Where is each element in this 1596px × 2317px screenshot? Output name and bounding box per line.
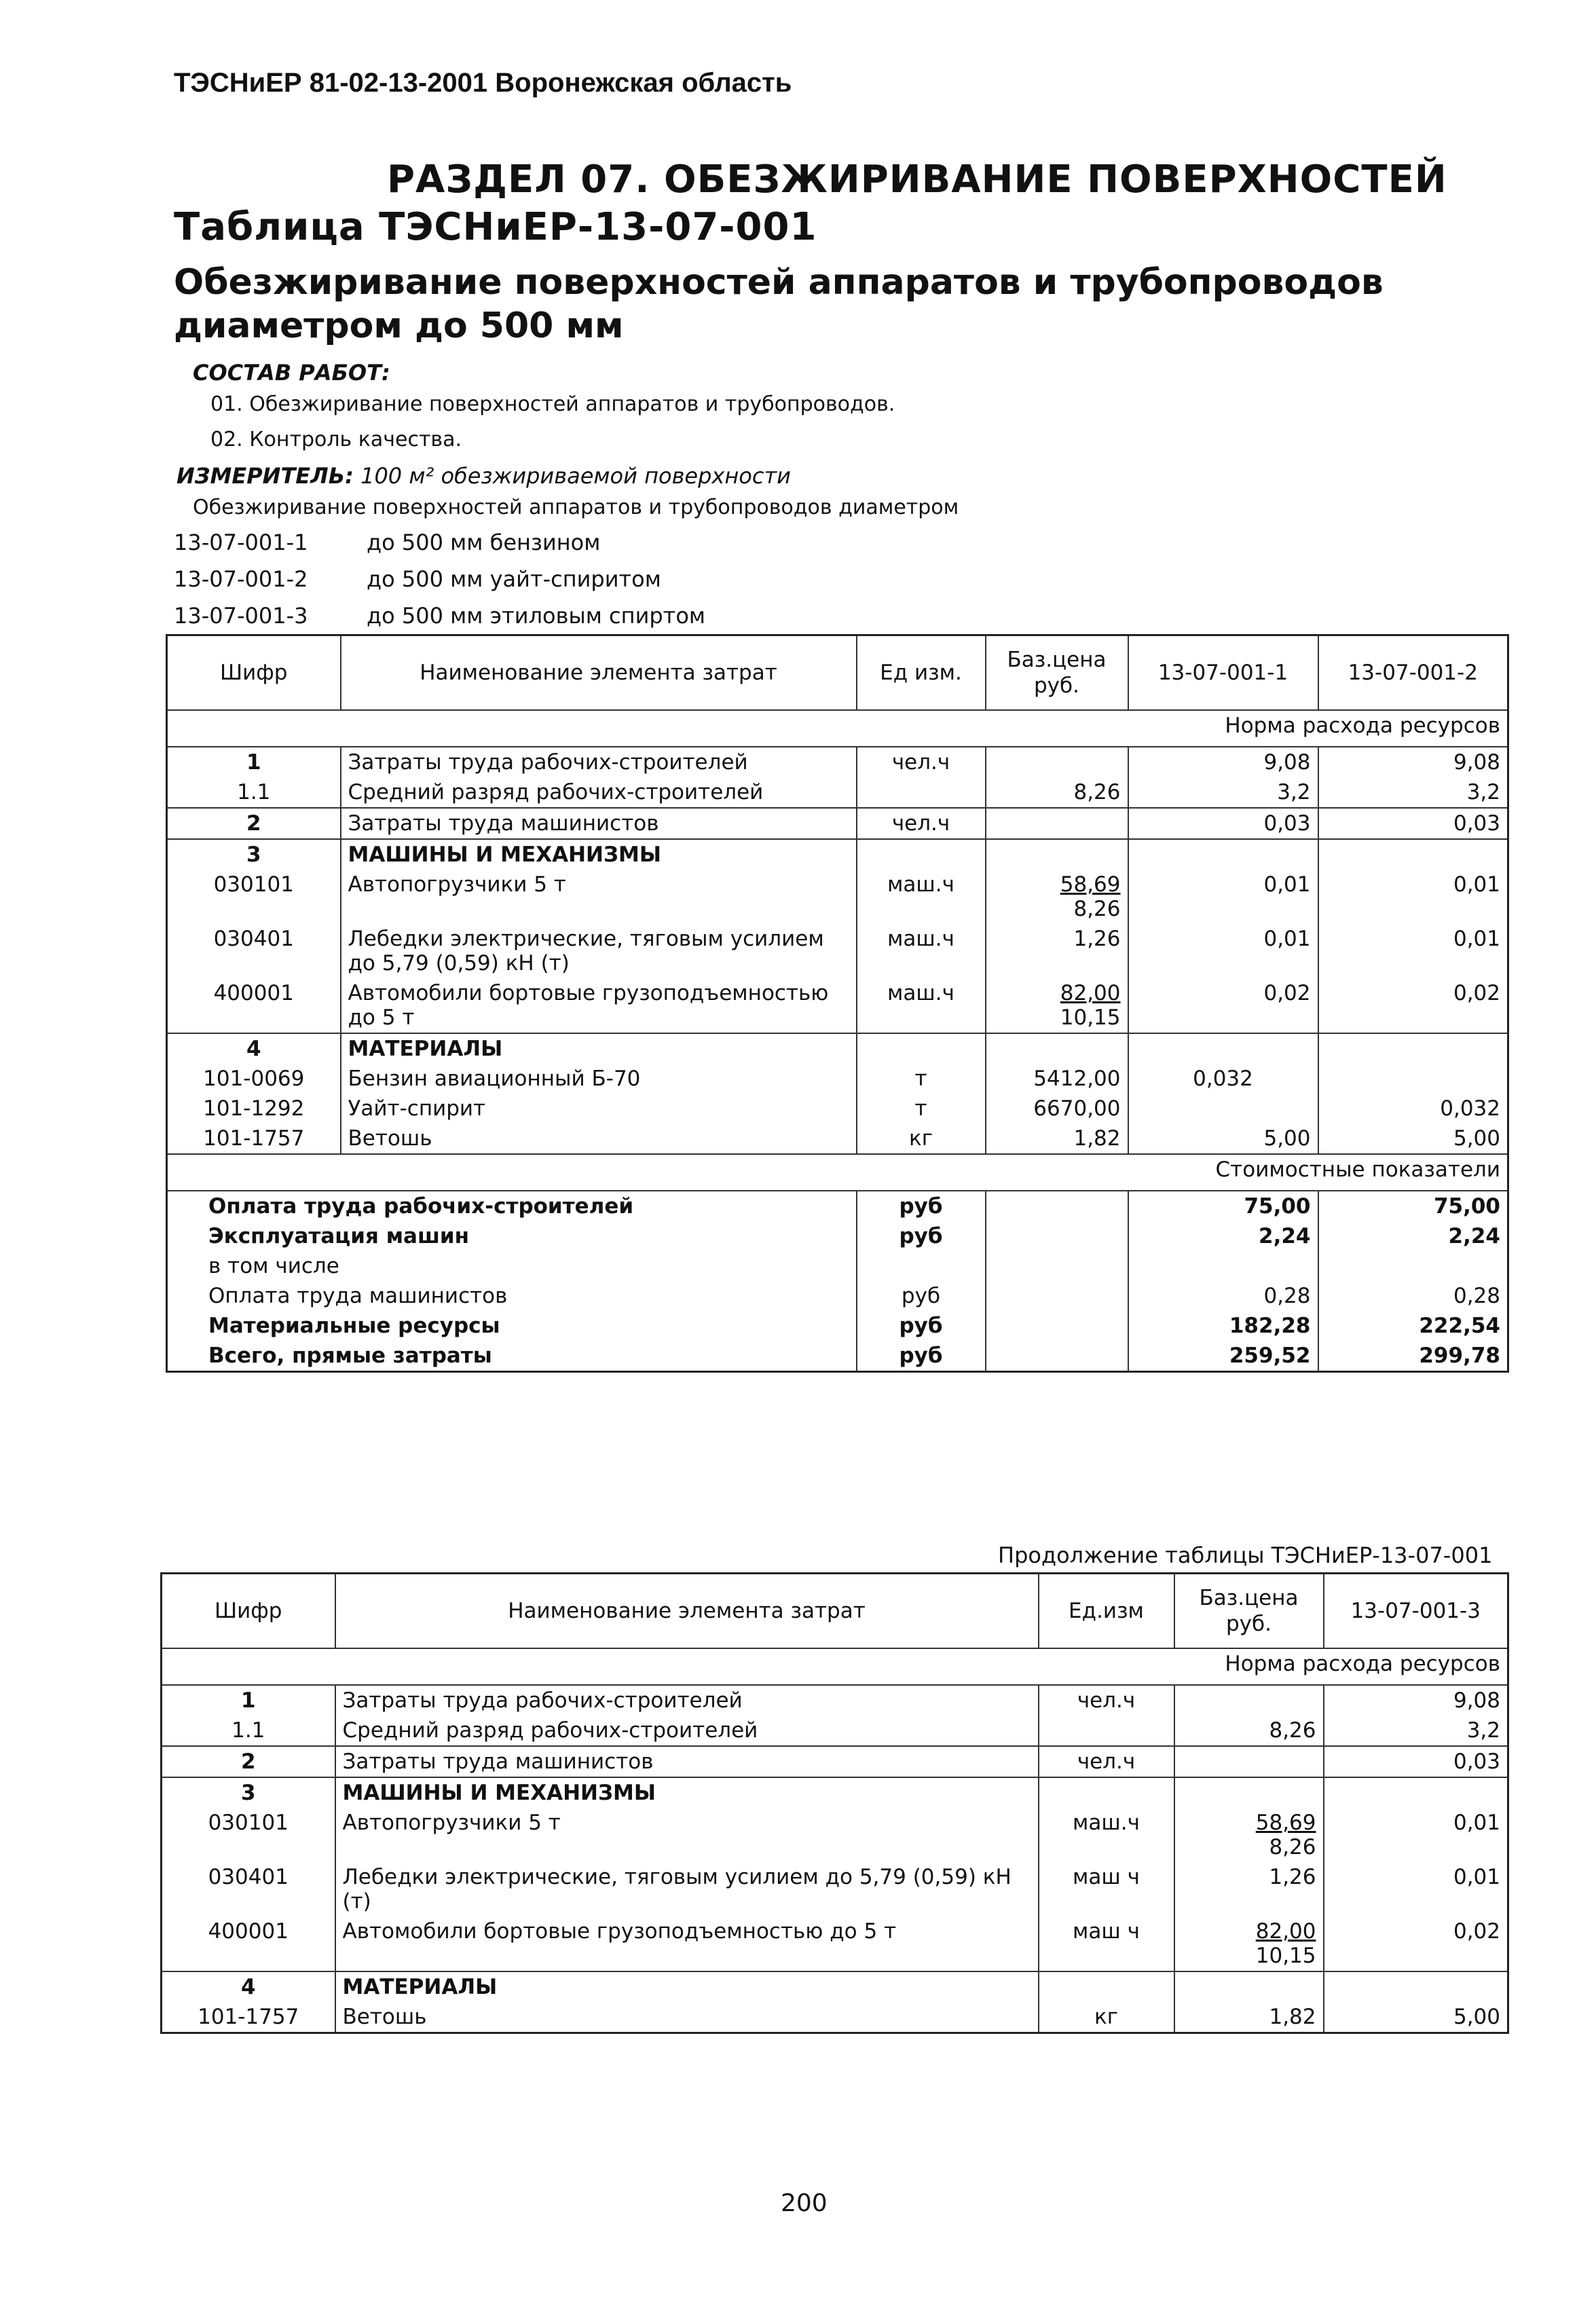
cost-value-2: 2,24 — [1318, 1221, 1508, 1251]
row-price-secondary: 8,26 — [1073, 897, 1121, 921]
cost-value-1: 75,00 — [1128, 1191, 1318, 1221]
cost-row — [167, 1311, 1508, 1341]
row-name: Затраты труда машинистов — [335, 1746, 1039, 1777]
row-code: 101-1757 — [198, 2005, 299, 2029]
row-code: 1.1 — [231, 1718, 265, 1743]
row-value-2: 0,032 — [1318, 1094, 1508, 1124]
cost-name: Оплата труда рабочих-строителей — [208, 1194, 634, 1219]
row-unit: чел.ч — [1039, 1685, 1174, 1716]
variant-text: до 500 мм уайт-спиритом — [367, 566, 661, 592]
row-unit — [857, 1033, 986, 1064]
norm-caption: Норма расхода ресурсов — [162, 1648, 1508, 1685]
row-value-3: 0,01 — [1324, 1862, 1508, 1916]
row-unit: т — [857, 1094, 986, 1124]
cost-row — [167, 1281, 1508, 1311]
row-code: 3 — [167, 839, 341, 870]
row-unit: кг — [857, 1124, 986, 1154]
cost-empty — [986, 1311, 1128, 1341]
row-unit: чел.ч — [857, 808, 986, 839]
row-price — [1174, 1971, 1324, 2002]
row-code: 030401 — [208, 1865, 289, 1889]
row-price: 1,82 — [986, 1124, 1128, 1154]
header-name: Наименование элемента затрат — [335, 1574, 1039, 1649]
cost-value-2: 222,54 — [1318, 1311, 1508, 1341]
table-row — [167, 870, 1508, 924]
row-value-3: 0,03 — [1324, 1746, 1508, 1777]
table-row — [167, 1124, 1508, 1154]
row-value-3: 3,2 — [1324, 1716, 1508, 1746]
row-unit: маш.ч — [857, 924, 986, 978]
row-unit — [1039, 1971, 1174, 2002]
cost-value-2: 0,28 — [1318, 1281, 1508, 1311]
row-price — [1174, 1746, 1324, 1777]
row-value-1: 9,08 — [1128, 747, 1318, 777]
row-name: МАШИНЫ И МЕХАНИЗМЫ — [341, 839, 857, 870]
row-price-secondary: 8,26 — [1269, 1835, 1316, 1859]
row-unit — [1039, 1716, 1174, 1746]
row-price-secondary: 10,15 — [1255, 1944, 1316, 1968]
table-row — [162, 2002, 1508, 2033]
row-value-2 — [1318, 1064, 1508, 1094]
row-code: 1.1 — [237, 780, 271, 804]
row-value-2 — [1318, 839, 1508, 870]
cost-empty — [986, 1341, 1128, 1372]
row-unit: кг — [1039, 2002, 1174, 2033]
variant-code: 13-07-001-2 — [174, 566, 308, 592]
cost-caption: Стоимостные показатели — [167, 1154, 1508, 1191]
row-unit: чел.ч — [1039, 1746, 1174, 1777]
row-value-2: 3,2 — [1318, 777, 1508, 808]
row-price-main: 58,69 — [1060, 872, 1121, 897]
row-unit: чел.ч — [857, 747, 986, 777]
table-row — [167, 1094, 1508, 1124]
row-name: Средний разряд рабочих-строителей — [341, 777, 857, 808]
row-code: 4 — [162, 1971, 335, 2002]
cost-unit: руб — [857, 1191, 986, 1221]
cost-empty — [986, 1191, 1128, 1221]
row-code: 101-0069 — [203, 1067, 305, 1091]
table-row — [167, 1064, 1508, 1094]
row-unit: т — [857, 1064, 986, 1094]
row-code: 400001 — [208, 1919, 289, 1944]
row-price: 8,26 — [1174, 1716, 1324, 1746]
table-row — [162, 1808, 1508, 1862]
row-price-main: 82,00 — [1060, 981, 1121, 1005]
row-price — [1174, 1777, 1324, 1808]
row-value-2: 9,08 — [1318, 747, 1508, 777]
row-value-1: 0,01 — [1128, 870, 1318, 924]
row-name: Затраты труда машинистов — [341, 808, 857, 839]
row-price — [986, 978, 1128, 1033]
variant-text: до 500 мм бензином — [367, 530, 601, 555]
row-name: Затраты труда рабочих-строителей — [335, 1685, 1039, 1716]
row-code: 1 — [240, 1688, 256, 1713]
resource-table-2 — [160, 1572, 1509, 2034]
variants-intro: Обезжиривание поверхностей аппаратов и трубопроводов диаметром — [193, 496, 959, 519]
table-row — [167, 808, 1508, 839]
table-row — [162, 1746, 1508, 1777]
cost-name: Оплата труда машинистов — [208, 1284, 508, 1308]
row-value-1 — [1128, 839, 1318, 870]
row-price — [1174, 1808, 1324, 1862]
row-value-3: 0,02 — [1324, 1916, 1508, 1971]
composition-item: 02. Контроль качества. — [210, 428, 462, 451]
row-price — [1174, 1916, 1324, 1971]
variant-code: 13-07-001-3 — [174, 603, 308, 629]
cost-caption-row — [167, 1154, 1508, 1191]
cost-row — [167, 1221, 1508, 1251]
row-price: 8,26 — [986, 777, 1128, 808]
row-value-1: 0,03 — [1128, 808, 1318, 839]
row-name: Лебедки электрические, тяговым усилием до 5,79 (0,59) кН (т) — [335, 1862, 1039, 1916]
row-price-main: 82,00 — [1255, 1919, 1316, 1944]
row-value-3 — [1324, 1777, 1508, 1808]
norm-caption-row — [167, 710, 1508, 747]
table-row — [167, 747, 1508, 777]
composition-header: СОСТАВ РАБОТ: — [193, 360, 390, 386]
row-unit — [1039, 1777, 1174, 1808]
row-unit: маш ч — [1039, 1916, 1174, 1971]
cost-value-1: 259,52 — [1128, 1341, 1318, 1372]
cost-empty — [986, 1221, 1128, 1251]
header-price: Баз.цена руб. — [986, 635, 1128, 711]
row-value-1: 0,01 — [1128, 924, 1318, 978]
row-code: 2 — [162, 1746, 335, 1777]
row-value-1: 5,00 — [1128, 1124, 1318, 1154]
row-value-3: 5,00 — [1324, 2002, 1508, 2033]
page-number: 200 — [781, 2189, 828, 2217]
row-name: МАШИНЫ И МЕХАНИЗМЫ — [335, 1777, 1039, 1808]
cost-value-2: 75,00 — [1318, 1191, 1508, 1221]
row-value-1 — [1128, 1033, 1318, 1064]
measure-label: ИЗМЕРИТЕЛЬ: — [177, 463, 354, 489]
cost-unit: руб — [857, 1281, 986, 1311]
row-name: Автопогрузчики 5 т — [335, 1808, 1039, 1862]
header-code: Шифр — [167, 635, 341, 711]
row-code: 030101 — [213, 872, 294, 897]
subtitle: Обезжиривание поверхностей аппаратов и трубопроводов диаметром до 500 мм — [174, 262, 1384, 346]
row-code: 2 — [167, 808, 341, 839]
row-price: 1,26 — [986, 924, 1128, 978]
cost-value-1: 2,24 — [1128, 1221, 1318, 1251]
row-price — [986, 808, 1128, 839]
cost-unit: руб — [857, 1221, 986, 1251]
row-value-3: 0,01 — [1324, 1808, 1508, 1862]
header-variant-3: 13-07-001-3 — [1324, 1574, 1508, 1649]
table-header-row — [162, 1574, 1508, 1649]
row-price — [986, 839, 1128, 870]
header-variant-2: 13-07-001-2 — [1318, 635, 1508, 711]
row-name: Автомобили бортовые грузоподъемностью до 5 т — [341, 978, 857, 1033]
row-unit: маш.ч — [1039, 1808, 1174, 1862]
row-value-1: 0,02 — [1128, 978, 1318, 1033]
resource-table-1 — [166, 634, 1509, 1373]
cost-empty — [986, 1281, 1128, 1311]
cost-value-1 — [1128, 1251, 1318, 1281]
row-unit — [857, 839, 986, 870]
cost-name: в том числе — [208, 1254, 339, 1278]
norm-caption: Норма расхода ресурсов — [167, 710, 1508, 747]
row-value-3: 9,08 — [1324, 1685, 1508, 1716]
row-code: 030401 — [213, 927, 294, 951]
row-unit: маш.ч — [857, 978, 986, 1033]
cost-name: Материальные ресурсы — [208, 1314, 500, 1338]
section-title: РАЗДЕЛ 07. ОБЕЗЖИРИВАНИЕ ПОВЕРХНОСТЕЙ — [387, 157, 1447, 202]
row-value-2: 0,01 — [1318, 870, 1508, 924]
variant-code: 13-07-001-1 — [174, 530, 308, 555]
row-value-2: 0,01 — [1318, 924, 1508, 978]
cost-row — [167, 1251, 1508, 1281]
table-row — [162, 1777, 1508, 1808]
cost-row — [167, 1341, 1508, 1372]
row-price: 1,26 — [1174, 1862, 1324, 1916]
row-name: Автомобили бортовые грузоподъемностью до 5 т — [335, 1916, 1039, 1971]
table-row — [162, 1685, 1508, 1716]
row-price — [1174, 1685, 1324, 1716]
table-row — [167, 924, 1508, 978]
cost-row — [167, 1191, 1508, 1221]
row-value-3 — [1324, 1971, 1508, 2002]
table-row — [162, 1916, 1508, 1971]
row-value-1: 3,2 — [1128, 777, 1318, 808]
row-name: Затраты труда рабочих-строителей — [341, 747, 857, 777]
header-price: Баз.цена руб. — [1174, 1574, 1324, 1649]
row-value-2: 0,02 — [1318, 978, 1508, 1033]
row-value-2: 0,03 — [1318, 808, 1508, 839]
row-name: Ветошь — [341, 1124, 857, 1154]
row-code: 1 — [246, 750, 261, 775]
row-name: Ветошь — [335, 2002, 1039, 2033]
row-name: МАТЕРИАЛЫ — [341, 1033, 857, 1064]
table-row — [167, 839, 1508, 870]
row-code: 030101 — [208, 1811, 289, 1835]
row-code: 400001 — [213, 981, 294, 1005]
table-row — [162, 1971, 1508, 2002]
table-row — [162, 1716, 1508, 1746]
row-name: Уайт-спирит — [341, 1094, 857, 1124]
row-unit: маш ч — [1039, 1862, 1174, 1916]
row-name: МАТЕРИАЛЫ — [335, 1971, 1039, 2002]
cost-value-2 — [1318, 1251, 1508, 1281]
row-price: 5412,00 — [986, 1064, 1128, 1094]
row-value-1 — [1128, 1094, 1318, 1124]
row-code: 4 — [167, 1033, 341, 1064]
cost-name: Всего, прямые затраты — [208, 1343, 492, 1368]
table-row — [167, 1033, 1508, 1064]
row-value-2 — [1318, 1033, 1508, 1064]
table-title: Таблица ТЭСНиЕР-13-07-001 — [174, 205, 817, 249]
variant-text: до 500 мм этиловым спиртом — [367, 603, 706, 629]
continuation-caption: Продолжение таблицы ТЭСНиЕР-13-07-001 — [998, 1542, 1493, 1568]
header-variant-1: 13-07-001-1 — [1128, 635, 1318, 711]
cost-unit: руб — [857, 1311, 986, 1341]
row-unit: маш.ч — [857, 870, 986, 924]
row-price: 6670,00 — [986, 1094, 1128, 1124]
row-name: Средний разряд рабочих-строителей — [335, 1716, 1039, 1746]
table-row — [167, 978, 1508, 1033]
cost-name: Эксплуатация машин — [208, 1224, 470, 1248]
cost-unit: руб — [857, 1341, 986, 1372]
row-value-2: 5,00 — [1318, 1124, 1508, 1154]
header-code: Шифр — [162, 1574, 335, 1649]
table-header-row — [167, 635, 1508, 711]
row-name: Автопогрузчики 5 т — [341, 870, 857, 924]
cost-value-1: 182,28 — [1128, 1311, 1318, 1341]
row-name: Бензин авиационный Б-70 — [341, 1064, 857, 1094]
cost-empty — [986, 1251, 1128, 1281]
header-unit: Ед изм. — [857, 635, 986, 711]
header-unit: Ед.изм — [1039, 1574, 1174, 1649]
cost-unit — [857, 1251, 986, 1281]
cost-value-2: 299,78 — [1318, 1341, 1508, 1372]
measure-line — [177, 463, 791, 489]
row-value-1: 0,032 — [1128, 1064, 1318, 1094]
row-price — [986, 747, 1128, 777]
composition-item: 01. Обезжиривание поверхностей аппаратов и трубопроводов. — [210, 392, 895, 416]
row-price-secondary: 10,15 — [1060, 1005, 1121, 1030]
measure-value: 100 м² обезжириваемой поверхности — [360, 463, 791, 489]
norm-caption-row — [162, 1648, 1508, 1685]
row-price: 1,82 — [1174, 2002, 1324, 2033]
row-name: Лебедки электрические, тяговым усилием до 5,79 (0,59) кН (т) — [341, 924, 857, 978]
cost-value-1: 0,28 — [1128, 1281, 1318, 1311]
row-price — [986, 1033, 1128, 1064]
table-row — [167, 777, 1508, 808]
row-code: 3 — [162, 1777, 335, 1808]
running-head: ТЭСНиЕР 81-02-13-2001 Воронежская область — [174, 68, 792, 98]
row-code: 101-1757 — [203, 1126, 305, 1151]
header-name: Наименование элемента затрат — [341, 635, 857, 711]
table-row — [162, 1862, 1508, 1916]
row-price-main: 58,69 — [1255, 1811, 1316, 1835]
row-unit — [857, 777, 986, 808]
row-code: 101-1292 — [203, 1096, 305, 1121]
row-price — [986, 870, 1128, 924]
